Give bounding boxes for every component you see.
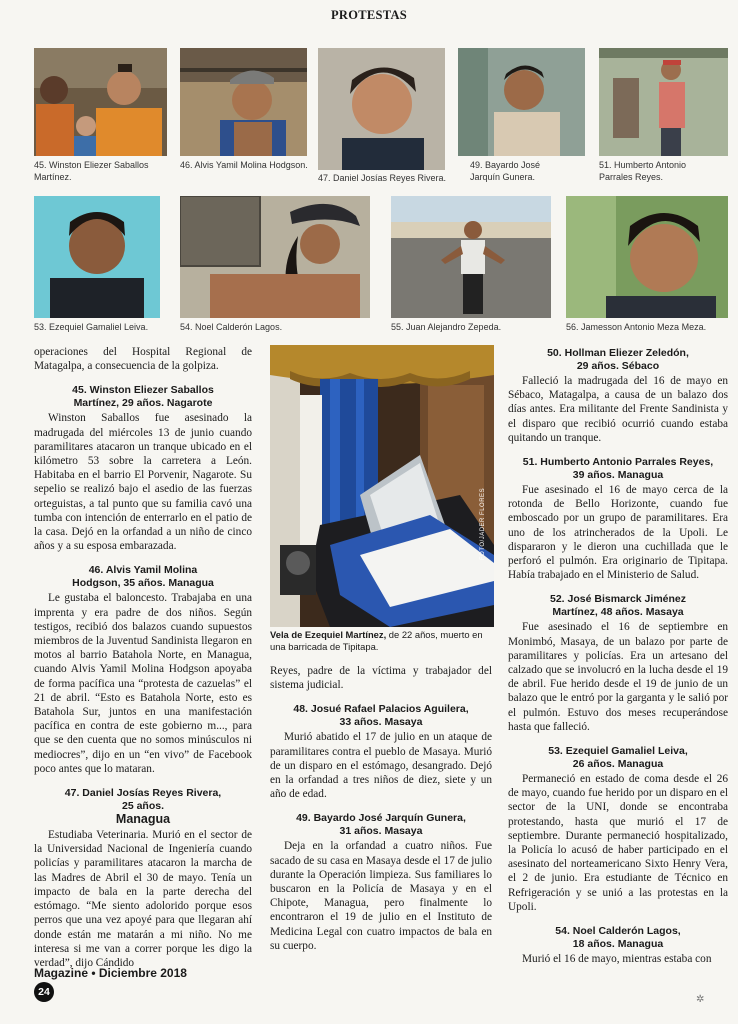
photo-winston-saballos [34, 48, 167, 156]
photo-noel-calderon [180, 196, 370, 318]
caption-55: 55. Juan Alejandro Zepeda. [391, 322, 502, 332]
photo-caption-vela: Vela de Ezequiel Martínez, de 22 años, muerto en una barricada de Tipitapa. [270, 629, 483, 652]
caption-56: 56. Jamesson Antonio Meza Meza. [566, 322, 707, 332]
photo-alvis-molina [180, 48, 307, 156]
heading-51: 51. Humberto Antonio Parrales Reyes, 39 años. Managua [522, 456, 714, 482]
photo-vela-ezequiel [270, 345, 494, 627]
decorative-mark-icon: ✲ [696, 994, 705, 1005]
intro-text: operaciones del Hospital Regional de Matagalpa, a consecuencia de la golpiza. [34, 346, 252, 373]
page-number: 24 [34, 982, 54, 1002]
heading-47: 47. Daniel Josías Reyes Rivera, 25 años. Managua [64, 787, 222, 827]
caption-51: 51. Humberto Antonio Parrales Reyes. [599, 160, 687, 182]
caption-45: 45. Winston Eliezer Saballos Martínez. [34, 160, 149, 182]
photo-ezequiel-leiva [34, 196, 160, 318]
heading-52: 52. José Bismarck Jiménez Martínez, 48 años. Masaya [550, 593, 686, 619]
section-title: PROTESTAS [330, 8, 408, 22]
column-left [34, 345, 252, 970]
body-49: Deja en la orfandad a cuatro niños. Fue sacado de su casa en Masaya desde el 17 de julio durante la Operación limpieza. Sus familiares lo buscaron en la Policía de Masaya y en el Chipote, Managua, pero finalmente lo encontraron el 19 de julio en el Instituto de Medicina Legal con cuatro impactos de bala en su cuerpo. [270, 840, 492, 952]
caption-46: 46. Alvis Yamil Molina Hodgson. [180, 160, 308, 170]
heading-48: 48. Josué Rafael Palacios Aguilera, 33 años. Masaya [293, 703, 469, 729]
photo-juan-zepeda [391, 196, 551, 318]
photo-bayardo-jarquin [458, 48, 585, 156]
caption-47: 47. Daniel Josías Reyes Rivera. [318, 173, 447, 183]
body-45: Winston Saballos fue asesinado la madrugada del miércoles 13 de junio cuando paramilitares atacaron un tranque ubicado en el kilómetro 53 sobre la carretera a León. Habitaba en el barrio El Porvenir, Nagarote. Su sepelio se realizó bajo el asedio de las fuerzas orteguistas, a tal punto que su familia cavó una tumba con intención de enterrarlo en el patio de la casa. Dejó en la orfandad a un niño de cinco años y a su esposa embarazada. [34, 412, 252, 553]
heading-45: 45. Winston Eliezer Saballos Martínez, 29 años. Nagarote [72, 384, 214, 410]
body-48: Murió abatido el 17 de julio en un ataque de paramilitares contra el pueblo de Masaya. Murió de un disparo en el estómago, desangrado. Dejó en la orfandad a tres niños de diez, siete y un año de edad. [270, 731, 492, 801]
continuation-text: Reyes, padre de la víctima y trabajador del sistema judicial. [270, 665, 492, 692]
photo-humberto-parrales [599, 48, 728, 156]
photo-jamesson-meza [566, 196, 728, 318]
body-53: Permaneció en estado de coma desde el 26 de mayo, cuando fue herido por un disparo en el sector de la UNI, donde se encontraba protestando, hasta que murió el 17 de septiembre. Durante permaneció hospitalizado, la Policía lo acusó de haber participado en el asesinato del norteamericano Sixto Henry Vera, el 2 de junio. Era estudiante de Técnico en Refrigeración y se unió a las protestas en la Upoli. [508, 773, 728, 913]
heading-49: 49. Bayardo José Jarquín Gunera, 31 años. Masaya [296, 812, 466, 838]
heading-46: 46. Alvis Yamil Molina Hodgson, 35 años. Managua [72, 564, 214, 590]
heading-53: 53. Ezequiel Gamaliel Leiva, 26 años. Managua [548, 745, 688, 771]
footer-magazine: Magazine • Diciembre 2018 [34, 966, 187, 980]
caption-54: 54. Noel Calderón Lagos. [180, 322, 283, 332]
caption-53: 53. Ezequiel Gamaliel Leiva. [34, 322, 149, 332]
body-47: Estudiaba Veterinaria. Murió en el sector de la Universidad Nacional de Ingeniería cuando policías y paramilitares atacaron la marcha de las Madres de Abril el 30 de mayo. Tenía un impacto de bala en la parte derecha del estómago. “Me siento adolorido porque esos perros que una vez apoyé para que llegaran ahí donde están me matarán a mi niño. No me interesa si me van a correr porque les digo la verdad”, dijo Cándido [34, 829, 252, 969]
column-middle [270, 664, 492, 953]
body-50: Falleció la madrugada del 16 de mayo en Sébaco, Matagalpa, a causa de un balazo dos días antes. Era militante del Frente Sandinista y el disparo que recibió ocurrió cuando estaba quitando un tranque. [508, 375, 728, 444]
body-52: Fue asesinado el 16 de septiembre en Monimbó, Masaya, de un balazo por parte de paramilitares y policías. Era un artesano del calzado que se involucró en la lucha desde el 19 de abril. Fue herido desde el 19 de junio de un balazo que le entró por la garganta y le salió por el pulmón. Estuvo dos meses recuperándose hasta que falleció. [508, 621, 728, 733]
heading-50: 50. Hollman Eliezer Zeledón, 29 años. Sébaco [547, 347, 689, 372]
body-51: Fue asesinado el 16 de mayo cerca de la rotonda de Bello Horizonte, cuando fue emboscado por un grupo de paramilitares. Era uno de los atrincherados de la Upoli. Le dispararon y le dieron una cuchillada que le perforó el pulmón. Era originario de Tipitapa. Había trabajado en el Ministerio de Salud. [508, 484, 728, 582]
body-54: Murió el 16 de mayo, mientras estaba con [522, 953, 712, 966]
body-46: Le gustaba el baloncesto. Trabajaba en una imprenta y era padre de dos niños. Según testigos, recibió dos balazos cuando supuestos miembros de la Juventud Sandinista llegaron en motos al barrio Batahola Norte, en Managua, cuando Alvis Yamil Molina Hodgson apoyaba de forma pacífica una “protesta de cazuelas” el 21 de abril. “Esto es Batahola Norte, esto es Batahola Sur, juntos en una manifestación pacífica en contra de este gobierno m..., para que se den cuenta que no somos minúsculos ni mediocres”, dijo en un “en vivo” de Facebook poco antes que lo mataran. [34, 592, 252, 775]
caption-49: 49. Bayardo José Jarquín Gunera. [470, 160, 541, 182]
photo-credit: FOTO/JADER FLORES [480, 487, 486, 560]
heading-54: 54. Noel Calderón Lagos, 18 años. Managua [555, 925, 681, 951]
column-right [508, 347, 728, 966]
photo-daniel-reyes [318, 48, 445, 170]
